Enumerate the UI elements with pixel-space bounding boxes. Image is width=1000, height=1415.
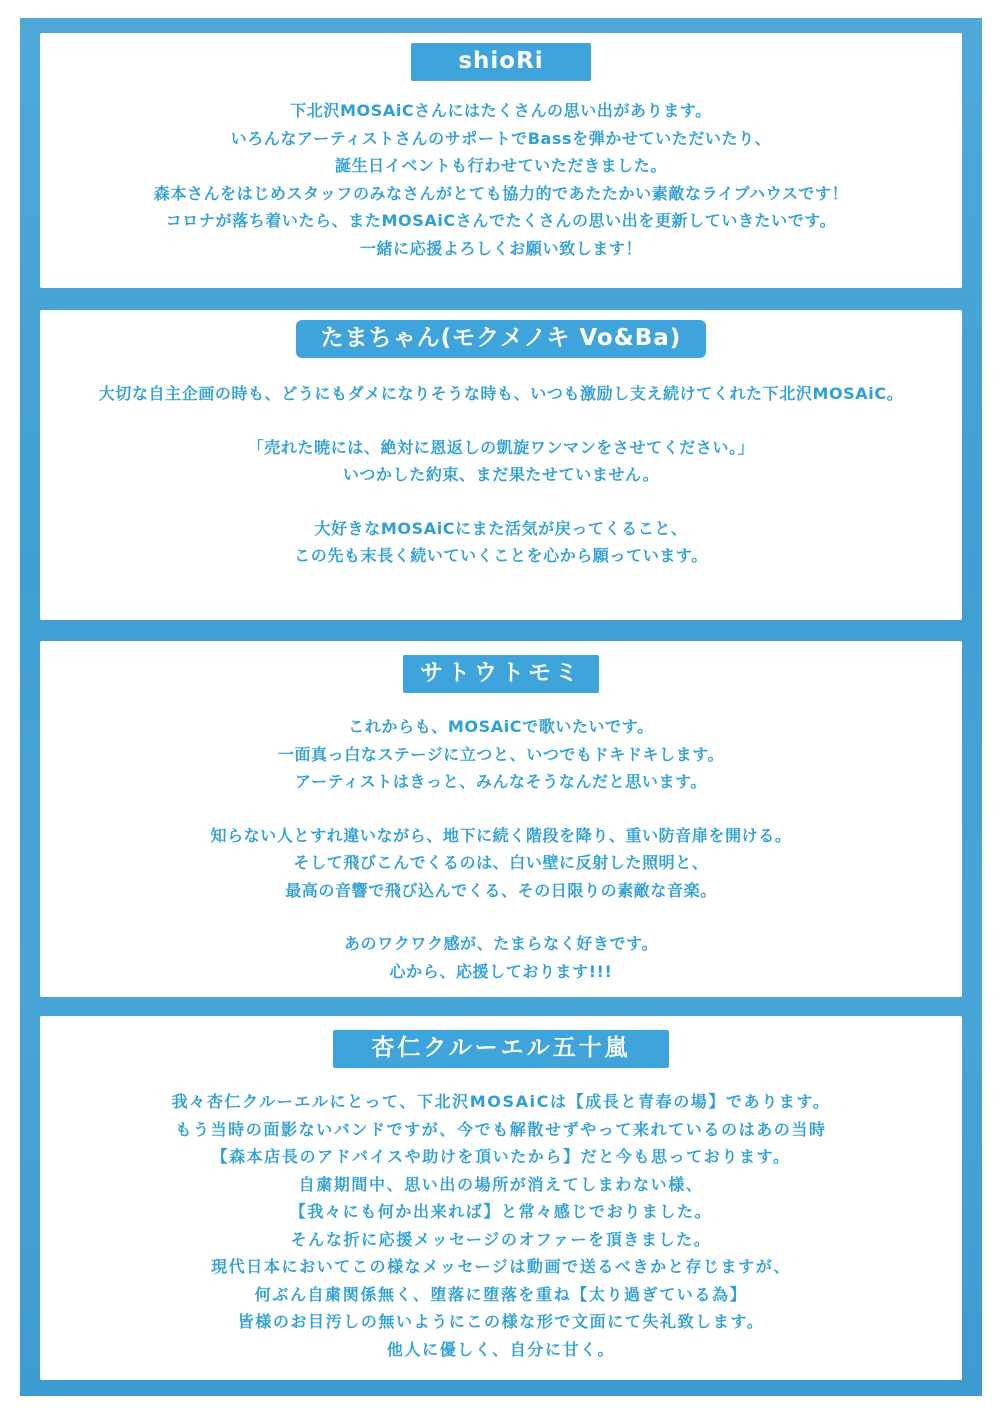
message-card-shiori [40, 33, 962, 288]
message-line: 一面真っ白なステージに立つと、いつでもドキドキします。 [277, 744, 725, 764]
message-line: いろんなアーティストさんのサポートでBassを弾かせていただいたり、 [230, 128, 772, 148]
message-body [40, 1088, 962, 1363]
message-line: アーティストはきっと、みんなそうなんだと思います。 [295, 772, 707, 791]
message-line: 下北沢MOSAiCさんにはたくさんの思い出があります。 [290, 101, 712, 120]
message-line: 大切な自主企画の時も、どうにもダメになりそうな時も、いつも激励し支え続けてくれた下北沢MOSAiC。 [98, 384, 904, 403]
message-line: 自粛期間中、思い出の場所が消えてしまわない様、 [298, 1174, 704, 1194]
message-line: 我々杏仁クルーエルにとって、下北沢MOSAiCは【成長と青春の場】であります。 [171, 1092, 831, 1111]
message-line: そして飛びこんでくるのは、白い壁に反射した照明と、 [293, 853, 709, 872]
message-line: 現代日本においてこの様なメッセージは動画で送るべきかと存じますが、 [211, 1257, 791, 1276]
message-line: 大好きなMOSAiCにまた活気が戻ってくること、 [314, 518, 688, 538]
message-line: もう当時の面影ないバンドですが、今でも解散せずやって来れているのはあの当時 [175, 1119, 827, 1139]
message-line: あのワクワク感が、たまらなく好きです。 [343, 934, 659, 953]
message-card-annin-cruel [40, 1016, 962, 1380]
message-line: 一緒に応援よろしくお願い致します！ [359, 238, 643, 258]
paragraph-gap [40, 904, 962, 930]
message-body [40, 380, 962, 570]
section-title: shioRi [411, 43, 591, 81]
message-line: コロナが落ち着いたら、またMOSAiCさんでたくさんの思い出を更新していきたいです。 [165, 211, 837, 230]
message-line: 「売れた暁には、絶対に恩返しの凱旋ワンマンをさせてください。」 [247, 437, 755, 457]
paragraph-gap [40, 408, 962, 434]
message-card-sato-tomomi [40, 641, 962, 997]
message-line: そんな折に応援メッセージのオファーを頂きました。 [290, 1229, 712, 1249]
section-title: サトウトモミ [403, 655, 599, 693]
message-line: 【我々にも何か出来れば】と常々感じでおりました。 [289, 1202, 713, 1221]
message-body [40, 713, 962, 985]
section-title: 杏仁クルーエル五十嵐 [333, 1030, 669, 1068]
paragraph-gap [40, 489, 962, 515]
message-line: 最高の音響で飛び込んでくる、その日限りの素敵な音楽。 [285, 880, 717, 900]
message-body [40, 97, 962, 262]
message-line: 皆様のお目汚しの無いようにこの様な形で文面にて失礼致します。 [237, 1312, 765, 1331]
message-line: 心から、応援しております!!! [389, 961, 613, 981]
paragraph-gap [40, 796, 962, 822]
message-line: 森本さんをはじめスタッフのみなさんがとても協力的であたたかい素敵なライブハウスです！ [153, 183, 849, 203]
message-line: 誕生日イベントも行わせていただきました。 [334, 156, 667, 175]
message-line: 他人に優しく、自分に甘く。 [386, 1339, 616, 1359]
section-title: たまちゃん(モクメノキ Vo&Ba) [296, 320, 706, 358]
message-line: 何ぶん自粛関係無く、堕落に堕落を重ね【太り過ぎている為】 [254, 1284, 748, 1304]
message-line: 知らない人とすれ違いながら、地下に続く階段を降り、重い防音扉を開ける。 [210, 825, 792, 845]
message-line: これからも、MOSAiCで歌いたいです。 [348, 717, 654, 736]
message-line: いつかした約束、まだ果たせていません。 [342, 465, 660, 484]
message-card-tamachan [40, 310, 962, 620]
message-line: この先も末長く続いていくことを心から願っています。 [294, 546, 708, 565]
message-line: 【森本店長のアドバイスや助けを頂いたから】だと今も思っております。 [211, 1147, 791, 1166]
